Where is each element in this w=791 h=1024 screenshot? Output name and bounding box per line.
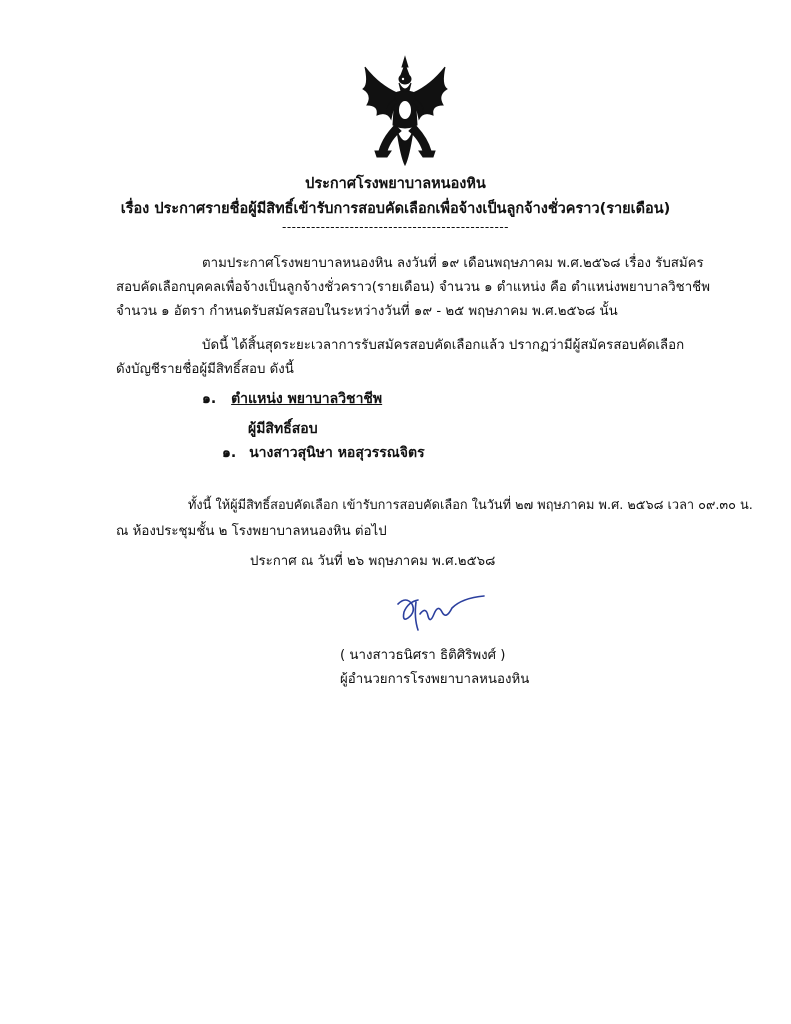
position-heading xyxy=(202,388,382,410)
announce-date: ประกาศ ณ วันที่ ๒๖ พฤษภาคม พ.ศ.๒๕๖๘ xyxy=(250,554,496,569)
signer-title: ผู้อำนวยการโรงพยาบาลหนองหิน xyxy=(340,672,530,687)
paragraph-2-line-2: ดังบัญชีรายชื่อผู้มีสิทธิ์สอบ ดังนี้ xyxy=(116,362,294,377)
document-subject: เรื่อง ประกาศรายชื่อผู้มีสิทธิ์เข้ารับการสอบคัดเลือกเพื่อจ้างเป็นลูกจ้างชั่วคราว(รายเดือน) xyxy=(120,201,671,217)
divider-dashes: ----------------------------------------------- xyxy=(281,220,509,234)
candidate-row xyxy=(222,442,425,464)
paragraph-3-line-1: ทั้งนี้ ให้ผู้มีสิทธิ์สอบคัดเลือก เข้ารับการสอบคัดเลือก ในวันที่ ๒๗ พฤษภาคม พ.ศ. ๒๕๖๘ เวลา ๐๙.๓๐ น. xyxy=(188,498,753,513)
document-title: ประกาศโรงพยาบาลหนองหิน xyxy=(305,176,486,192)
eligible-heading: ผู้มีสิทธิ์สอบ xyxy=(248,421,318,437)
position-number: ๑. xyxy=(202,391,217,407)
paragraph-3-line-2: ณ ห้องประชุมชั้น ๒ โรงพยาบาลหนองหิน ต่อไป xyxy=(116,524,387,539)
signer-name: ( นางสาวธนิศรา ธิติศิริพงศ์ ) xyxy=(340,648,506,663)
candidate-number: ๑. xyxy=(222,445,237,461)
candidate-name: นางสาวสุนิษา หอสุวรรณจิตร xyxy=(249,445,425,461)
paragraph-1-line-1: ตามประกาศโรงพยาบาลหนองหิน ลงวันที่ ๑๙ เดือนพฤษภาคม พ.ศ.๒๕๖๘ เรื่อง รับสมัคร xyxy=(202,256,704,271)
paragraph-1-line-2: สอบคัดเลือกบุคคลเพื่อจ้างเป็นลูกจ้างชั่วคราว(รายเดือน) จำนวน ๑ ตำแหน่ง คือ ตำแหน่งพยาบาลวิชาชีพ xyxy=(116,280,710,295)
garuda-emblem-icon xyxy=(357,55,453,167)
paragraph-2-line-1: บัดนี้ ได้สิ้นสุดระยะเวลาการรับสมัครสอบคัดเลือกแล้ว ปรากฏว่ามีผู้สมัครสอบคัดเลือก xyxy=(202,338,685,353)
handwritten-signature xyxy=(392,592,488,636)
paragraph-1-line-3: จำนวน ๑ อัตรา กำหนดรับสมัครสอบในระหว่างวันที่ ๑๙ - ๒๕ พฤษภาคม พ.ศ.๒๕๖๘ นั้น xyxy=(116,304,618,319)
position-label: ตำแหน่ง พยาบาลวิชาชีพ xyxy=(231,391,383,407)
